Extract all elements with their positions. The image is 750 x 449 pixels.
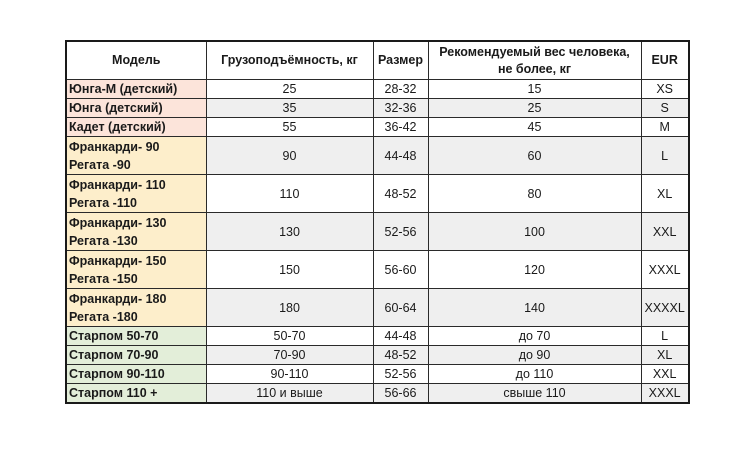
- weight-cell: 15: [428, 80, 641, 99]
- header-size: Размер: [373, 41, 428, 80]
- table-row: [66, 80, 689, 99]
- weight-cell: свыше 110: [428, 384, 641, 404]
- size-cell: 52-56: [373, 365, 428, 384]
- table-row: [66, 365, 689, 384]
- eur-cell: XXL: [641, 365, 689, 384]
- model-name: Кадет (детский): [69, 120, 166, 134]
- model-cell: [66, 175, 206, 213]
- eur-cell: M: [641, 118, 689, 137]
- weight-cell: 60: [428, 137, 641, 175]
- model-name: Старпом 90-110: [69, 367, 165, 381]
- model-name: Регата -150: [69, 271, 138, 286]
- capacity-cell: 70-90: [206, 346, 373, 365]
- capacity-cell: 130: [206, 213, 373, 251]
- header-row: [66, 41, 689, 80]
- size-cell: 32-36: [373, 99, 428, 118]
- model-cell: [66, 137, 206, 175]
- model-cell: [66, 327, 206, 346]
- header-eur: EUR: [641, 41, 689, 80]
- model-cell: [66, 365, 206, 384]
- model-name: Регата -180: [69, 309, 138, 324]
- eur-cell: XL: [641, 346, 689, 365]
- weight-cell: 120: [428, 251, 641, 289]
- capacity-cell: 25: [206, 80, 373, 99]
- capacity-cell: 90: [206, 137, 373, 175]
- model-cell: [66, 80, 206, 99]
- weight-cell: 45: [428, 118, 641, 137]
- weight-cell: до 70: [428, 327, 641, 346]
- capacity-cell: 90-110: [206, 365, 373, 384]
- size-chart-table: [65, 40, 690, 404]
- capacity-cell: 35: [206, 99, 373, 118]
- table-row: [66, 118, 689, 137]
- capacity-cell: 110: [206, 175, 373, 213]
- size-cell: 52-56: [373, 213, 428, 251]
- model-cell: [66, 384, 206, 404]
- table-row: [66, 137, 689, 175]
- eur-cell: L: [641, 327, 689, 346]
- eur-cell: L: [641, 137, 689, 175]
- model-name: Регата -110: [69, 195, 138, 210]
- size-cell: 56-66: [373, 384, 428, 404]
- table-row: [66, 213, 689, 251]
- table-row: [66, 175, 689, 213]
- capacity-cell: 180: [206, 289, 373, 327]
- model-cell: [66, 251, 206, 289]
- table-row: [66, 346, 689, 365]
- model-name: Франкарди- 150: [69, 253, 167, 268]
- eur-cell: XL: [641, 175, 689, 213]
- header-weight: [428, 41, 641, 80]
- header-model: Модель: [66, 41, 206, 80]
- table-row: [66, 99, 689, 118]
- capacity-cell: 150: [206, 251, 373, 289]
- eur-cell: XXL: [641, 213, 689, 251]
- capacity-cell: 55: [206, 118, 373, 137]
- size-cell: 60-64: [373, 289, 428, 327]
- weight-cell: до 110: [428, 365, 641, 384]
- capacity-cell: 110 и выше: [206, 384, 373, 404]
- weight-cell: 140: [428, 289, 641, 327]
- model-name: Регата -90: [69, 157, 131, 172]
- eur-cell: XS: [641, 80, 689, 99]
- model-name: Регата -130: [69, 233, 138, 248]
- table-row: [66, 251, 689, 289]
- weight-cell: 25: [428, 99, 641, 118]
- model-cell: [66, 99, 206, 118]
- model-name: Франкарди- 130: [69, 215, 167, 230]
- weight-cell: 80: [428, 175, 641, 213]
- model-name: Юнга (детский): [69, 101, 163, 115]
- model-name: Юнга-М (детский): [69, 82, 178, 96]
- model-name: Старпом 70-90: [69, 348, 159, 362]
- eur-cell: XXXXL: [641, 289, 689, 327]
- size-cell: 48-52: [373, 346, 428, 365]
- capacity-cell: 50-70: [206, 327, 373, 346]
- model-name: Франкарди- 90: [69, 139, 160, 154]
- model-cell: [66, 346, 206, 365]
- header-capacity: Грузоподъёмность, кг: [206, 41, 373, 80]
- model-cell: [66, 289, 206, 327]
- model-name: Франкарди- 110: [69, 177, 166, 192]
- eur-cell: XXXL: [641, 384, 689, 404]
- table-row: [66, 384, 689, 404]
- weight-cell: до 90: [428, 346, 641, 365]
- model-cell: [66, 213, 206, 251]
- size-cell: 44-48: [373, 327, 428, 346]
- header-weight-line2: не более, кг: [497, 61, 572, 76]
- size-cell: 44-48: [373, 137, 428, 175]
- weight-cell: 100: [428, 213, 641, 251]
- model-cell: [66, 118, 206, 137]
- eur-cell: XXXL: [641, 251, 689, 289]
- size-cell: 56-60: [373, 251, 428, 289]
- size-cell: 36-42: [373, 118, 428, 137]
- model-name: Старпом 50-70: [69, 329, 159, 343]
- model-name: Старпом 110 +: [69, 386, 158, 400]
- header-weight-line1: Рекомендуемый вес человека,: [439, 44, 630, 59]
- table-row: [66, 289, 689, 327]
- model-name: Франкарди- 180: [69, 291, 167, 306]
- size-cell: 28-32: [373, 80, 428, 99]
- table-row: [66, 327, 689, 346]
- size-cell: 48-52: [373, 175, 428, 213]
- eur-cell: S: [641, 99, 689, 118]
